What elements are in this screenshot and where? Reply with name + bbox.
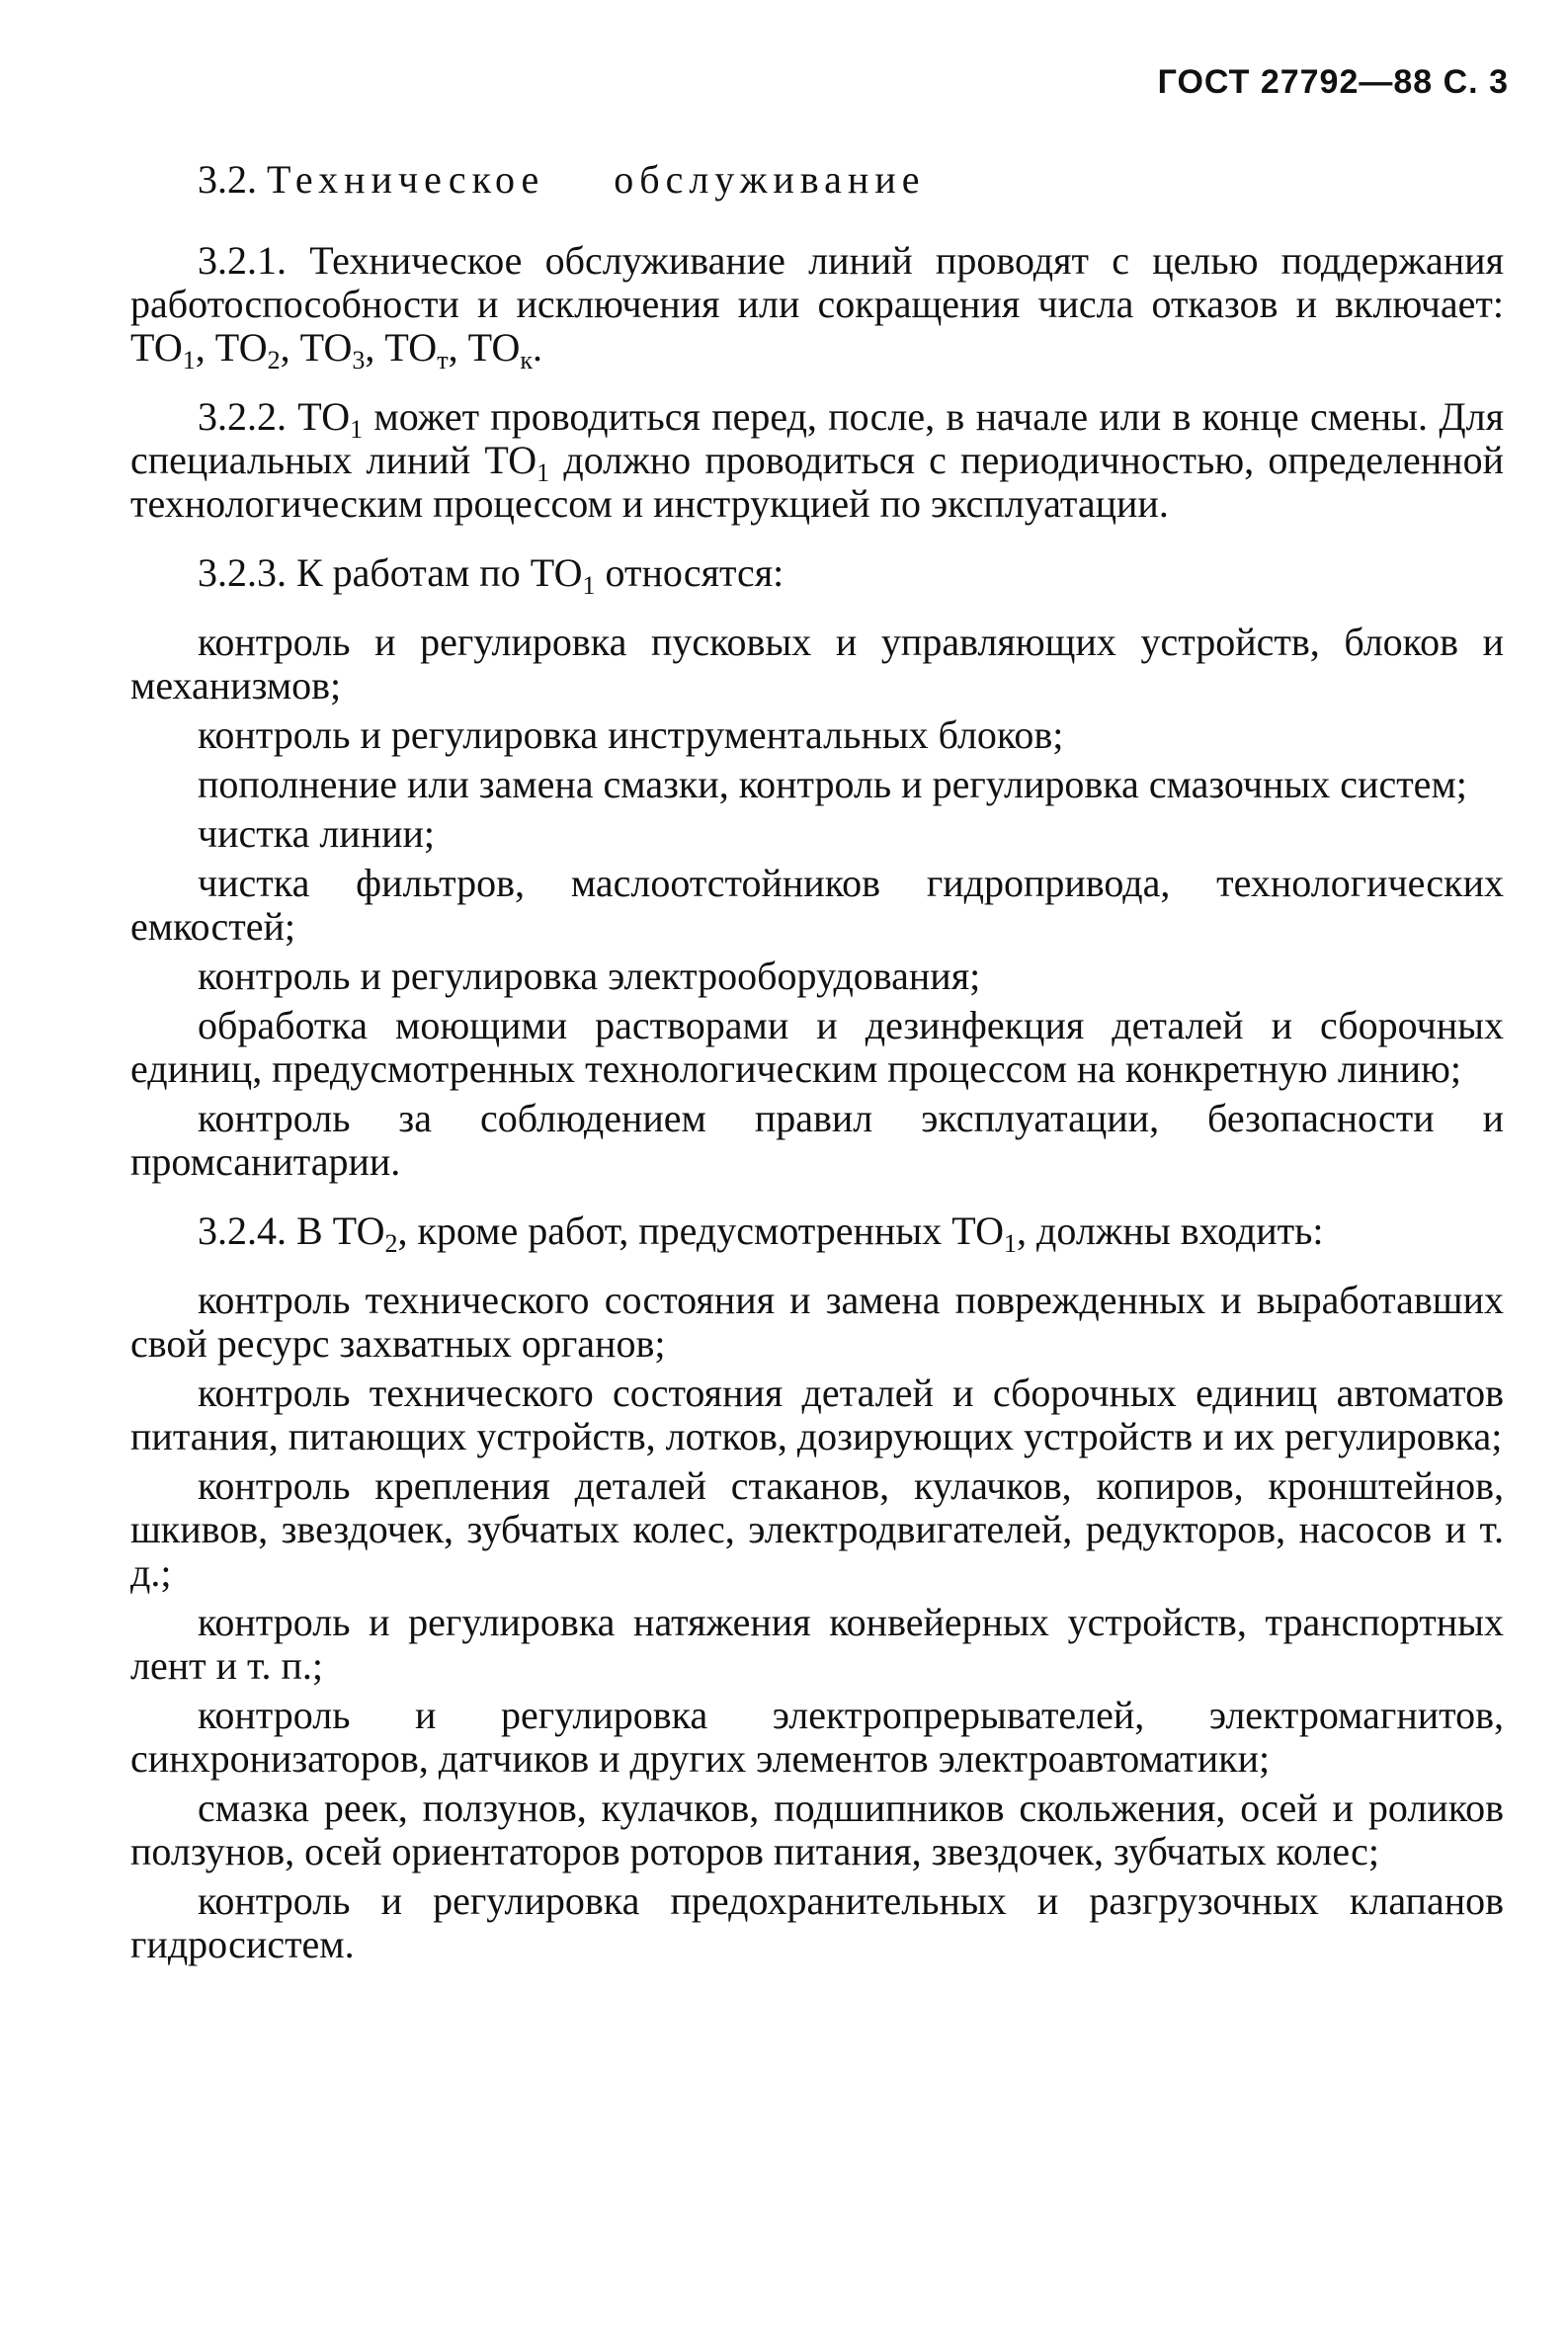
paragraph-text: может проводиться перед, после, в начале или в конце смены. Для специальных линий ТО [130,394,1505,482]
paragraph-text: относятся: [595,550,784,595]
paragraph-text: , ТО [195,325,268,370]
list-item: обработка моющими растворами и дезинфекция деталей и сборочных единиц, предусмотренных технологическим процессом на конкретную линию; [130,1003,1504,1091]
list-item: контроль технического состояния деталей и сборочных единиц автоматов питания, питающих устройств, лотков, дозирующих устройств и их регулировка; [130,1371,1504,1458]
document-body [130,158,1504,1972]
paragraph-text: 3.2.1. Техническое обслуживание линий проводят с целью поддержания работоспособности и исключения или сокращения числа отказов и включает: ТО [130,238,1504,370]
list-item: контроль крепления деталей стаканов, кулачков, копиров, кронштейнов, шкивов, звездочек, зубчатых колес, электродвигателей, редукторов, насосов и т. д.; [130,1463,1504,1595]
subscript: 1 [536,458,550,487]
paragraph-text: должно проводиться с периодичностью, определенной технологическим процессом и инструкцией по эксплуатации. [130,438,1504,526]
paragraph-text: 3.2.4. В ТО [198,1208,385,1253]
section-number: 3.2. [198,157,257,202]
list-item: чистка линии; [198,811,436,856]
paragraph-text: 3.2.3. К работам по ТО [198,550,583,595]
paragraph-3-2-2 [130,395,1504,526]
subscript: т [437,346,449,374]
paragraph-text: , должны входить: [1017,1208,1324,1253]
subscript: 3 [352,346,366,374]
subscript: 2 [267,346,281,374]
list-item: контроль за соблюдением правил эксплуатации, безопасности и промсанитарии. [130,1096,1504,1184]
list-item: контроль технического состояния и замена поврежденных и выработавших свой ресурс захватных органов; [130,1278,1504,1366]
list-item: контроль и регулировка пусковых и управляющих устройств, блоков и механизмов; [130,620,1504,707]
subscript: 2 [384,1229,398,1258]
list-item: пополнение или замена смазки, контроль и регулировка смазочных систем; [198,762,1467,806]
subscript: к [520,346,533,374]
paragraph-text: , ТО [448,325,521,370]
list-item: смазка реек, ползунов, кулачков, подшипников скольжения, осей и роликов ползунов, осей ориентаторов роторов питания, звездочек, зубчатых колес; [130,1786,1504,1873]
list-item: контроль и регулировка электропрерывателей, электромагнитов, синхронизаторов, датчиков и других элементов электроавтоматики; [130,1693,1504,1781]
paragraph-text: , ТО [365,325,438,370]
subscript: 1 [582,571,596,600]
subscript: 1 [182,346,196,374]
list-item: чистка фильтров, маслоотстойников гидропривода, технологических емкостей; [130,861,1504,949]
list-item: контроль и регулировка инструментальных блоков; [198,712,1064,757]
paragraph-text: , кроме работ, предусмотренных ТО [397,1208,1004,1253]
section-title [130,158,1504,202]
paragraph-3-2-4 [130,1208,1504,1258]
paragraph-3-2-3 [130,550,1504,600]
subscript: 1 [350,415,364,444]
paragraph-text: . [533,325,542,370]
section-title-word-2: обслуживание [614,157,926,202]
paragraph-3-2-1 [130,238,1504,374]
section-title-word-1: Техническое [267,157,545,202]
paragraph-text: 3.2.2. ТО [198,394,351,439]
list-item: контроль и регулировка натяжения конвейерных устройств, транспортных лент и т. п.; [130,1600,1504,1688]
subscript: 1 [1004,1229,1017,1258]
list-item: контроль и регулировка предохранительных и разгрузочных клапанов гидросистем. [130,1878,1504,1966]
list-item: контроль и регулировка электрооборудования; [198,954,981,998]
paragraph-text: , ТО [280,325,353,370]
page-header: ГОСТ 27792—88 С. 3 [1157,63,1509,101]
